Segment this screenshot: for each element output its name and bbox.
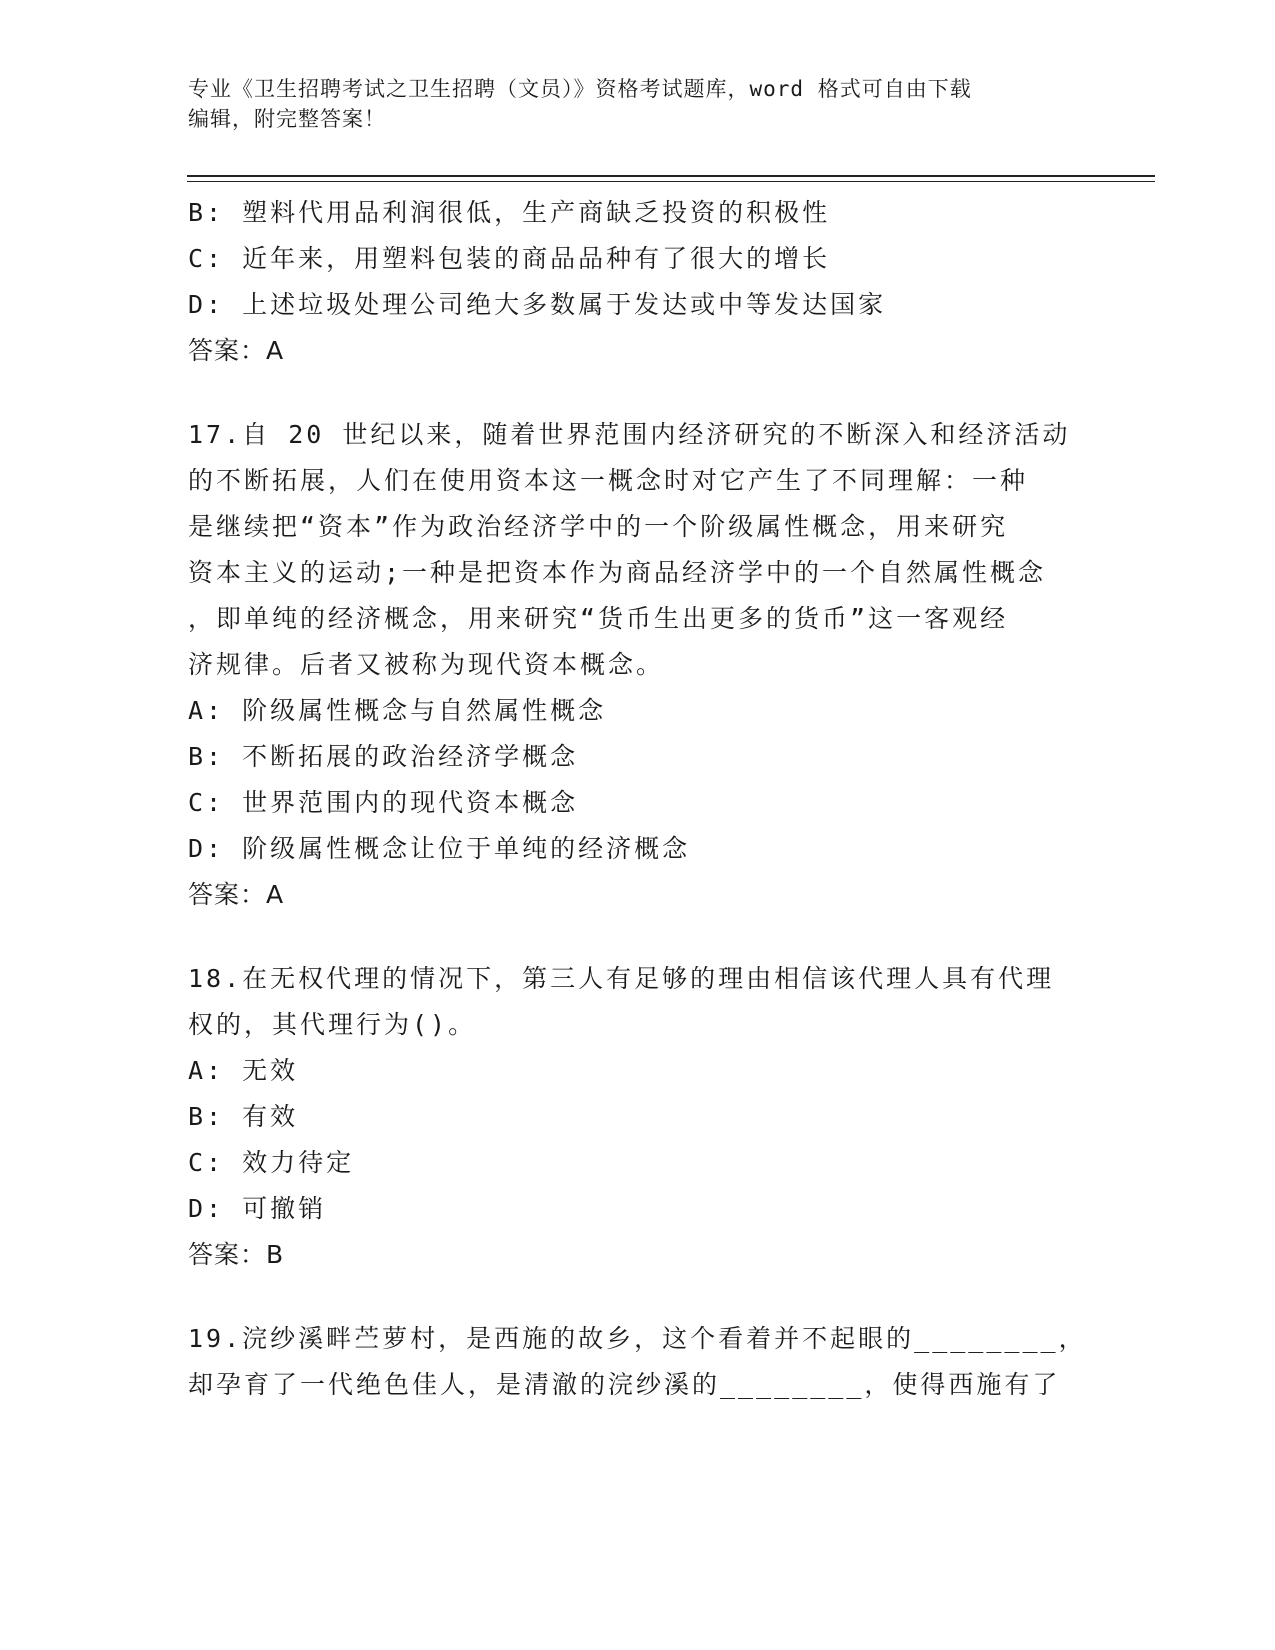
question-text-line: 的不断拓展，人们在使用资本这一概念时对它产生了不同理解：一种 — [188, 466, 1029, 495]
question-text-line: 17.自 20 世纪以来，随着世界范围内经济研究的不断深入和经济活动 — [188, 420, 1071, 449]
question-text-line: ，即单纯的经济概念，用来研究“货币生出更多的货币”这一客观经 — [188, 604, 1009, 633]
answer: 答案：A — [188, 880, 285, 909]
option-c: C: 效力待定 — [188, 1148, 355, 1177]
question-text-line: 资本主义的运动;一种是把资本作为商品经济学中的一个自然属性概念 — [188, 558, 1047, 587]
question-17 — [188, 412, 1071, 918]
header-line-1: 专业《卫生招聘考试之卫生招聘（文员）》资格考试题库，word 格式可自由下载 — [188, 77, 972, 101]
option-a: A: 阶级属性概念与自然属性概念 — [188, 696, 607, 725]
question-text-line: 18.在无权代理的情况下，第三人有足够的理由相信该代理人具有代理 — [188, 964, 1055, 993]
option-c: C: 世界范围内的现代资本概念 — [188, 788, 579, 817]
option-a: A: 无效 — [188, 1056, 299, 1085]
question-content — [188, 190, 1087, 1408]
option-b: B: 塑料代用品利润很低，生产商缺乏投资的积极性 — [188, 198, 831, 227]
question-text — [188, 956, 1068, 1048]
document-header — [188, 74, 1068, 134]
question-text — [188, 1316, 1087, 1408]
question-text-line: 19.浣纱溪畔苎萝村，是西施的故乡，这个看着并不起眼的________， — [188, 1324, 1087, 1353]
question-text-line: 权的，其代理行为()。 — [188, 1010, 477, 1039]
question-16-tail — [188, 190, 1068, 374]
question-text-line: 济规律。后者又被称为现代资本概念。 — [188, 650, 665, 679]
header-divider-thin — [187, 181, 1155, 182]
option-b: B: 不断拓展的政治经济学概念 — [188, 742, 579, 771]
question-19 — [188, 1316, 1087, 1408]
question-18 — [188, 956, 1068, 1278]
option-d: D: 阶级属性概念让位于单纯的经济概念 — [188, 834, 691, 863]
answer: 答案：B — [188, 1240, 285, 1269]
header-line-2: 编辑，附完整答案！ — [188, 107, 386, 131]
option-d: D: 可撤销 — [188, 1194, 327, 1223]
question-text-line: 是继续把“资本”作为政治经济学中的一个阶级属性概念，用来研究 — [188, 512, 1009, 541]
header-divider-thick — [187, 175, 1155, 177]
answer: 答案：A — [188, 336, 285, 365]
question-text-line: 却孕育了一代绝色佳人，是清澈的浣纱溪的________，使得西施有了 — [188, 1370, 1061, 1399]
option-b: B: 有效 — [188, 1102, 299, 1131]
option-d: D: 上述垃圾处理公司绝大多数属于发达或中等发达国家 — [188, 290, 887, 319]
option-c: C: 近年来，用塑料包装的商品品种有了很大的增长 — [188, 244, 831, 273]
question-text — [188, 412, 1071, 688]
